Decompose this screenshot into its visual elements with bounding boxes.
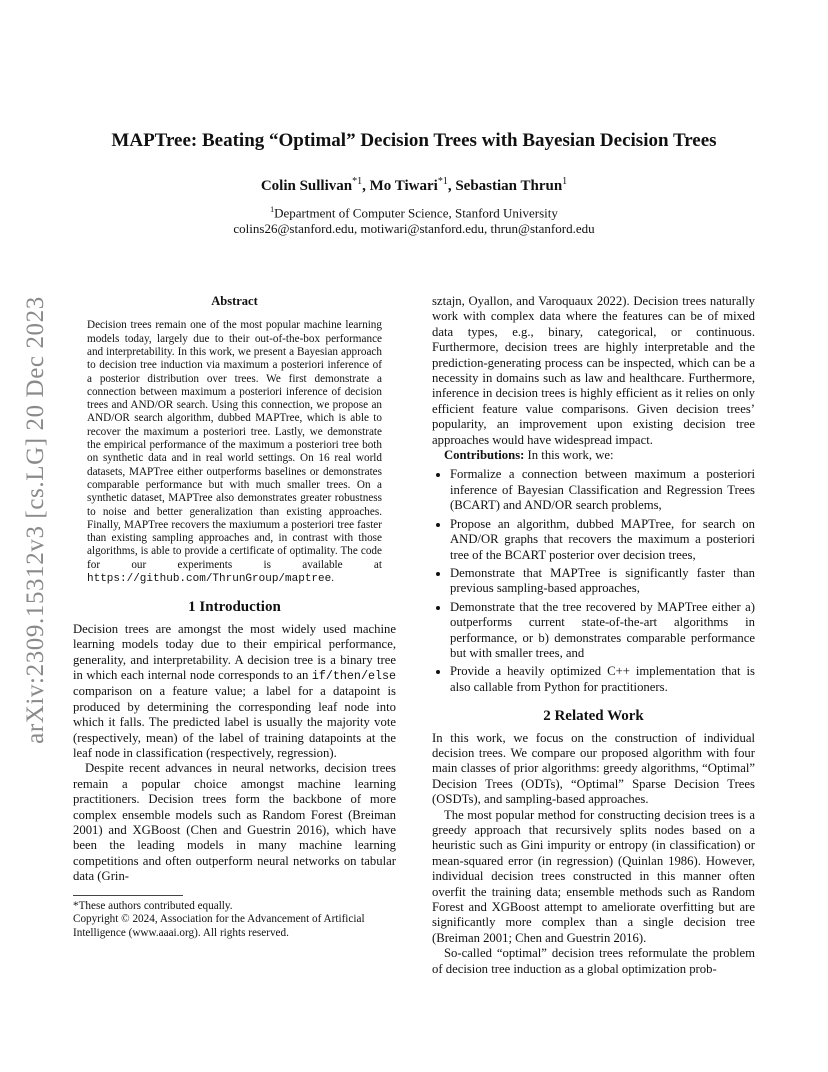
contributions-lead: Contributions: In this work, we: — [444, 448, 614, 463]
left-column — [73, 294, 396, 940]
intro-paragraph-continued: sztajn, Oyallon, and Varoquaux 2022). Decision trees naturally work with complex data where the features can be of mixed data types, e.g., binary, categorical, or continuous. Furthermore, decision trees are highly interpretable and the prediction-generating process can be inspected, which can be a necessity in domains such as law and healthcare. Furthermore, inference in decision trees is highly efficient as it relies on only efficient feature value comparisons. Given decision trees’ popularity, an improvement upon existing decision tree approaches would have widespread impact. — [432, 294, 755, 447]
section-heading-related-work: 2 Related Work — [543, 708, 644, 725]
author-name: Mo Tiwari — [369, 178, 438, 194]
list-item: • Demonstrate that the tree recovered by MAPTree either a) outperforms current state-of-the-art algorithms in performance, or b) demonstrates comparable performance but with smaller trees, and — [450, 600, 755, 662]
footnote-divider — [73, 895, 183, 896]
affiliation-block — [0, 202, 828, 237]
footnote-equal-contribution: *These authors contributed equally. — [73, 899, 233, 912]
author-list: Colin Sullivan$^{*1}$, Mo Tiwari$^{*1}$, Sebastian Thrun$^1$ — [260, 176, 568, 194]
paper-title: MAPTree: Beating “Optimal” Decision Trees with Bayesian Decision Trees — [111, 130, 717, 151]
emails: colins26@stanford.edu, motiwari@stanford.edu, thrun@stanford.edu — [233, 221, 595, 237]
affiliation-mark: 1 — [270, 205, 275, 214]
list-item: • Formalize a connection between maximum a posteriori inference of Bayesian Classification and Regression Trees (BCART) and AND/OR search problems, — [450, 467, 755, 513]
list-item: • Propose an algorithm, dubbed MAPTree, for search on AND/OR graphs that recovers the maximum a posteriori tree of the BCART posterior over decision trees, — [450, 517, 755, 563]
author-mark: 1 — [562, 176, 568, 187]
author-name: Colin Sullivan — [260, 178, 353, 194]
inline-code: if/then/else — [311, 668, 397, 683]
arxiv-watermark: arXiv:2309.15312v3 [cs.LG] 20 Dec 2023 — [22, 296, 49, 744]
related-work-paragraph: So-called “optimal” decision trees reformulate the problem of decision tree induction as a global optimization prob- — [432, 946, 755, 976]
list-item: • Provide a heavily optimized C++ implementation that is also callable from Python for practitioners. — [450, 664, 755, 695]
section-heading-introduction: 1 Introduction — [188, 599, 281, 616]
author-mark: *1 — [352, 176, 363, 187]
related-work-paragraph: In this work, we focus on the construction of individual decision trees. We compare our proposed algorithm with four main classes of prior algorithms: greedy algorithms, “Optimal” Decision Trees (ODTs), “Optimal” Sparse Decision Trees (OSDTs), and sampling-based approaches. — [432, 730, 755, 807]
list-item: • Demonstrate that MAPTree is significantly faster than previous sampling-based approaches, — [450, 566, 755, 597]
author-name: Sebastian Thrun — [455, 178, 563, 194]
footnotes — [73, 900, 396, 941]
right-column — [432, 294, 755, 977]
intro-paragraph: Decision trees are amongst the most widely used machine learning models today due to their empirical performance, generality, and interpretability. A decision tree is a binary tree in which each internal node corresponds to an if/then/else comparison on a feature value; a label for a datapoint is produced by determining the corresponding leaf node into which it falls. The predicted label is usually the majority vote (respectively, mean) of the label of training datapoints at the leaf node in classification (respectively, regression). — [73, 621, 397, 760]
code-link[interactable]: https://github.com/ThrunGroup/maptree — [87, 573, 332, 586]
copyright-notice: Copyright © 2024, Association for the Advancement of Artificial Intelligence (www.aaai.org). All rights reserved. — [73, 913, 365, 939]
related-work-paragraph: The most popular method for constructing decision trees is a greedy approach that recursively splits nodes based on a heuristic such as Gini impurity or entropy (in classification) or mean-squared error (in regression) (Quinlan 1986). However, individual decision trees constructed in this manner often overfit the training data; ensemble methods such as Random Forest and XGBoost attempt to ameliorate overfitting but are significantly more complex than a single decision tree (Breiman 2001; Chen and Guestrin 2016). — [432, 807, 755, 945]
abstract-heading: Abstract — [211, 294, 258, 308]
contributions-list — [432, 467, 755, 695]
intro-paragraph: Despite recent advances in neural networks, decision trees remain a popular choice amongst machine learning practitioners. Decision trees form the backbone of more complex ensemble models such as Random Forest (Breiman 2001) and XGBoost (Chen and Guestrin 2016), which have been the leading models in many machine learning competitions and often outperform neural networks on tabular data (Grin- — [73, 761, 396, 884]
abstract-text: Decision trees remain one of the most popular machine learning models today, largely due to their out-of-the-box performance and interpretability. In this work, we present a Bayesian approach to decision tree induction via maximum a posteriori inference of a posterior distribution over trees. We first demonstrate a connection between maximum a posteriori inference of decision trees and AND/OR search. Using this connection, we propose an AND/OR search algorithm, dubbed MAPTree, which is able to recover the maximum a posteriori tree. Lastly, we demonstrate the empirical performance of the maximum a posteriori tree both on synthetic data and in real world settings. On 16 real world datasets, MAPTree either outperforms baselines or demonstrates comparable performance but with much smaller trees. On a synthetic dataset, MAPTree also demonstrates greater robustness to noise and better generalization than existing approaches. Finally, MAPTree recovers the maxiumum a posteriori tree faster than existing sampling approaches and, in contrast with those algorithms, is able to provide a certificate of optimality. The code for our experiments is available at https://github.com/ThrunGroup/maptree. — [87, 319, 382, 586]
affiliation: Department of Computer Science, Stanford University — [274, 205, 558, 221]
author-mark: *1 — [437, 176, 448, 187]
